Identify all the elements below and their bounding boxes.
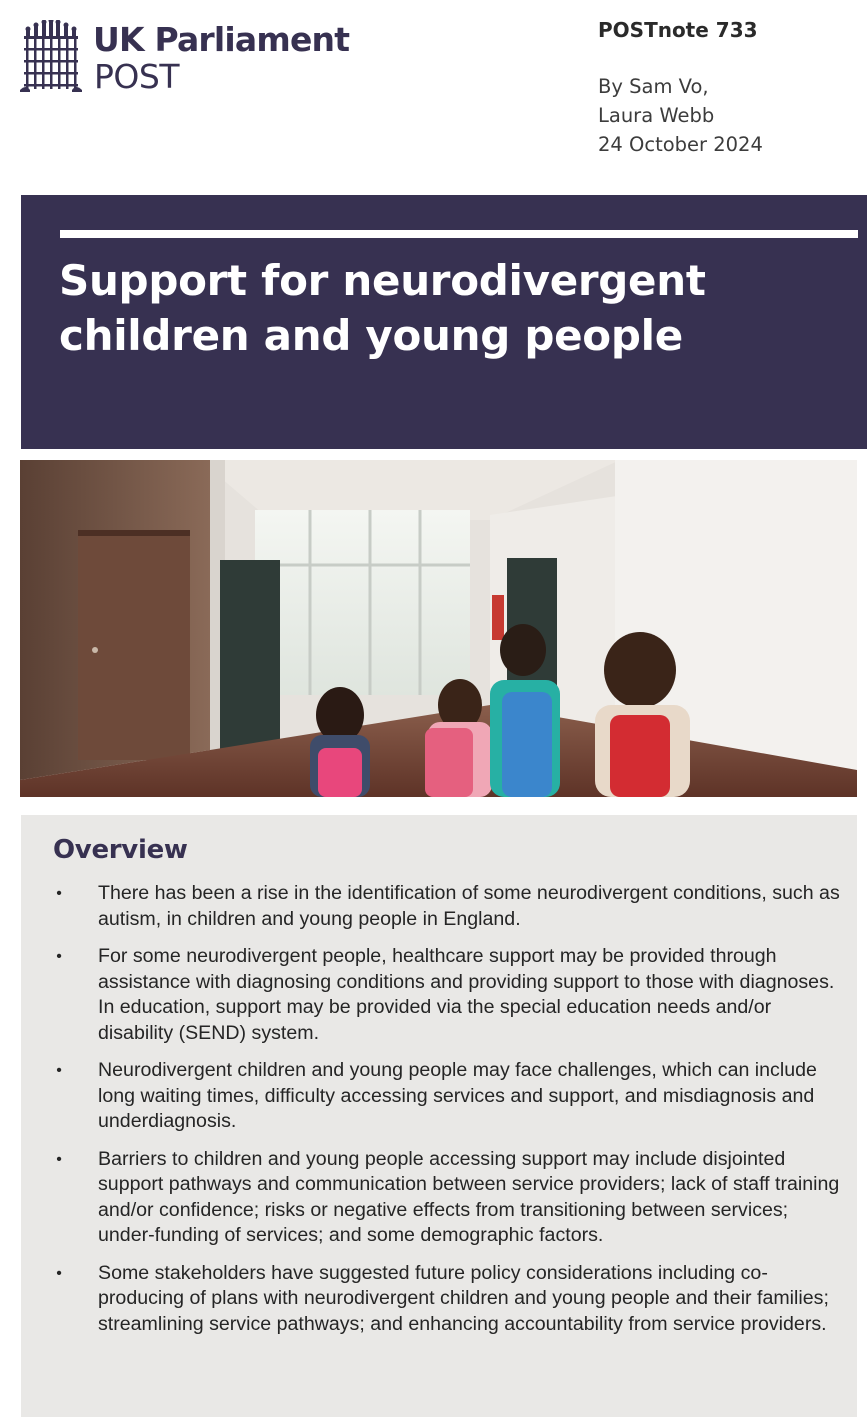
- list-item: [53, 1058, 848, 1135]
- byline: [598, 72, 858, 159]
- page-title-line-1: Support for neurodivergent: [59, 256, 706, 305]
- uk-parliament-post-logo: [20, 20, 350, 95]
- author-line-1: By Sam Vo,: [598, 75, 709, 98]
- bullet-icon: •: [56, 1150, 62, 1168]
- photo-children-walking-school-corridor: [20, 460, 857, 797]
- document-meta: [598, 14, 858, 159]
- bullet-icon: •: [56, 1062, 62, 1079]
- list-item: [53, 1147, 848, 1249]
- page-title: [59, 253, 859, 363]
- banner-rule: [60, 230, 858, 238]
- brand-subtitle: POST: [94, 57, 179, 96]
- list-item-text: There has been a rise in the identification of some neurodivergent conditions, such as autism, in children and young people in England.: [98, 882, 840, 930]
- list-item: [53, 1261, 848, 1338]
- list-item-text: Some stakeholders have suggested future policy considerations including co-producing of plans with neurodivergent children and young people and their families; streamlining service pathways; and enhancing accountability from service providers.: [98, 1261, 829, 1335]
- publication-date: 24 October 2024: [598, 133, 763, 156]
- brand-name: UK Parliament: [93, 20, 350, 59]
- overview-list: [53, 881, 848, 1349]
- bullet-icon: •: [56, 1264, 62, 1282]
- list-item: [53, 881, 848, 932]
- list-item-text: Barriers to children and young people accessing support may include disjointed support pathways and communication between service providers; lack of staff training and/or confidence; risks or negative effects from transitioning between services; under-funding of services; and some demographic factors.: [98, 1147, 840, 1246]
- cover-photo: [20, 460, 857, 797]
- overview-heading: Overview: [53, 835, 188, 865]
- bullet-icon: •: [56, 885, 62, 902]
- author-line-2: Laura Webb: [598, 104, 715, 127]
- title-banner: [21, 195, 867, 449]
- portcullis-icon: [20, 20, 82, 92]
- bullet-icon: •: [56, 948, 62, 965]
- list-item-text: For some neurodivergent people, healthcare support may be provided through assistance with diagnosing conditions and providing support to those with diagnoses. In education, support may be provided via the special education needs and/or disability (SEND) system.: [98, 945, 835, 1044]
- list-item: [53, 944, 848, 1046]
- overview-box: [21, 815, 857, 1417]
- page-title-line-2: children and young people: [59, 311, 683, 360]
- postnote-number: POSTnote 733: [598, 18, 758, 42]
- list-item-text: Neurodivergent children and young people may face challenges, which can include long waiting times, difficulty accessing services and support, and misdiagnosis and underdiagnosis.: [98, 1059, 817, 1132]
